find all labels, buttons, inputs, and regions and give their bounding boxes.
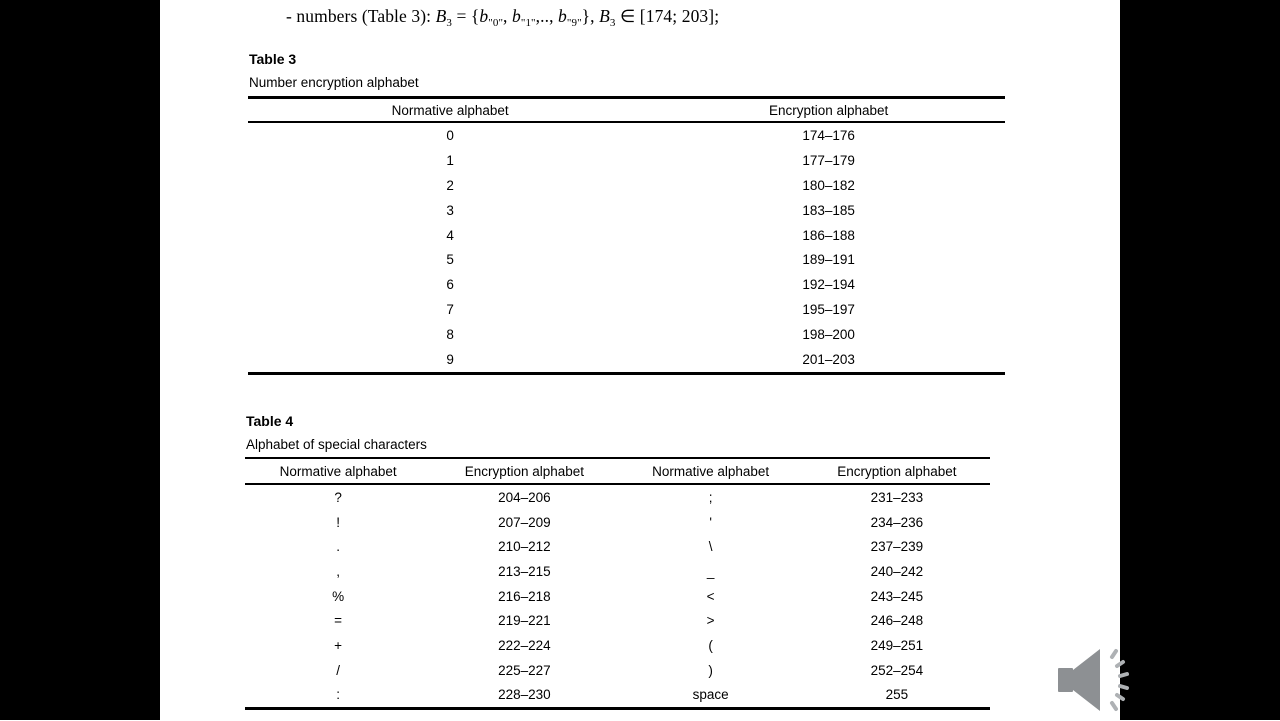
cell-encryption: 228–230 [498,687,551,703]
cell-encryption: 243–245 [870,588,924,604]
formula-var: B [599,6,610,26]
table-row [248,223,1005,248]
formula-var: B [435,6,447,26]
table-row [248,347,1005,372]
table3-label: Table 3 [249,51,297,67]
formula-sub: "9" [566,17,582,29]
formula-sub: 3 [446,17,452,29]
cell-normative: ' [709,514,712,530]
formula-segment: = { [451,6,480,26]
cell-encryption: 207–209 [498,514,551,530]
formula-segment: , [503,6,512,26]
cell-encryption: 183–185 [802,202,855,218]
cell-normative: < [706,588,715,604]
cell-encryption: 249–251 [870,637,924,653]
column-header: Encryption alphabet [837,463,957,479]
cell-normative: + [334,637,343,653]
table-row [248,173,1005,198]
formula-sub: "1" [520,17,536,29]
cell-normative: ( [708,637,713,653]
cell-normative: / [336,662,340,678]
cell-encryption: 237–239 [870,539,924,555]
cell-encryption: 186–188 [802,227,855,243]
table-row [248,247,1005,272]
cell-encryption: 180–182 [802,177,855,193]
table4-label: Table 4 [246,413,294,429]
cell-normative: = [334,613,343,629]
table3-header-row [248,99,1005,123]
cell-normative: 6 [446,277,454,293]
table-row [245,485,990,510]
speaker-icon[interactable] [1052,644,1138,716]
cell-normative: ; [708,489,713,505]
cell-encryption: 192–194 [802,277,855,293]
cell-normative: % [332,588,345,604]
cell-normative: space [692,687,729,703]
cell-normative: . [336,539,340,555]
cell-encryption: 246–248 [870,613,924,629]
cell-encryption: 195–197 [802,302,855,318]
formula-segment: ∈ [174; 203]; [615,6,720,26]
cell-normative: , [336,563,340,579]
table4-header-row [245,459,990,485]
table4-caption: Alphabet of special characters [246,437,427,452]
cell-normative: 3 [446,202,454,218]
table-row [245,633,990,658]
cell-encryption: 189–191 [802,252,855,268]
cell-normative: 7 [446,302,454,318]
cell-encryption: 225–227 [498,662,551,678]
letterbox-right [1120,0,1280,720]
cell-normative: 8 [446,327,454,343]
cell-encryption: 219–221 [498,613,551,629]
column-header: Normative alphabet [279,463,397,479]
formula-sub: "0" [488,17,504,29]
cell-encryption: 252–254 [870,662,924,678]
cell-encryption: 222–224 [498,637,551,653]
table-row [245,584,990,609]
cell-encryption: 240–242 [870,563,924,579]
cell-normative: 1 [446,152,454,168]
cell-normative: 4 [446,227,454,243]
cell-encryption: 234–236 [870,514,924,530]
formula-sub: 3 [609,17,616,29]
cell-encryption: 177–179 [802,152,855,168]
column-header: Normative alphabet [652,463,770,479]
formula-segment: ,.., [535,6,559,26]
cell-normative: 5 [446,252,454,268]
table4 [245,457,990,710]
column-header: Encryption alphabet [768,102,889,118]
table-row [245,559,990,584]
formula-var: b [558,6,567,26]
column-header: Normative alphabet [391,102,509,118]
cell-normative: ! [336,514,340,530]
formula-var: b [479,6,489,26]
column-header: Encryption alphabet [464,463,585,479]
formula-segment: }, [581,6,600,26]
cell-normative: 0 [446,127,454,143]
table-row [248,272,1005,297]
cell-encryption: 174–176 [802,127,855,143]
formula-var: b [512,6,521,26]
table-row [245,534,990,559]
letterbox-left [0,0,160,720]
table-row [245,658,990,683]
cell-normative: 2 [446,177,454,193]
table-row [248,297,1005,322]
cell-normative: _ [706,563,715,579]
cell-normative: > [706,613,715,629]
formula-line [286,6,719,29]
table-row [248,148,1005,173]
table-row [248,123,1005,148]
table-row [245,608,990,633]
cell-encryption: 198–200 [802,327,855,343]
cell-encryption: 255 [885,687,909,703]
table-row [245,683,990,708]
table3 [248,96,1005,375]
table3-caption: Number encryption alphabet [249,75,419,90]
cell-normative: \ [708,539,713,555]
cell-normative: : [336,687,340,703]
cell-normative: ) [708,662,713,678]
table-row [248,322,1005,347]
cell-encryption: 231–233 [870,489,924,505]
cell-encryption: 210–212 [498,539,551,555]
cell-normative: ? [334,489,342,505]
table-row [245,510,990,535]
cell-normative: 9 [446,351,454,367]
table-row [248,198,1005,223]
cell-encryption: 201–203 [802,351,855,367]
cell-encryption: 216–218 [498,588,551,604]
cell-encryption: 213–215 [498,563,551,579]
formula-segment: - numbers (Table 3): [286,6,436,26]
cell-encryption: 204–206 [498,489,551,505]
